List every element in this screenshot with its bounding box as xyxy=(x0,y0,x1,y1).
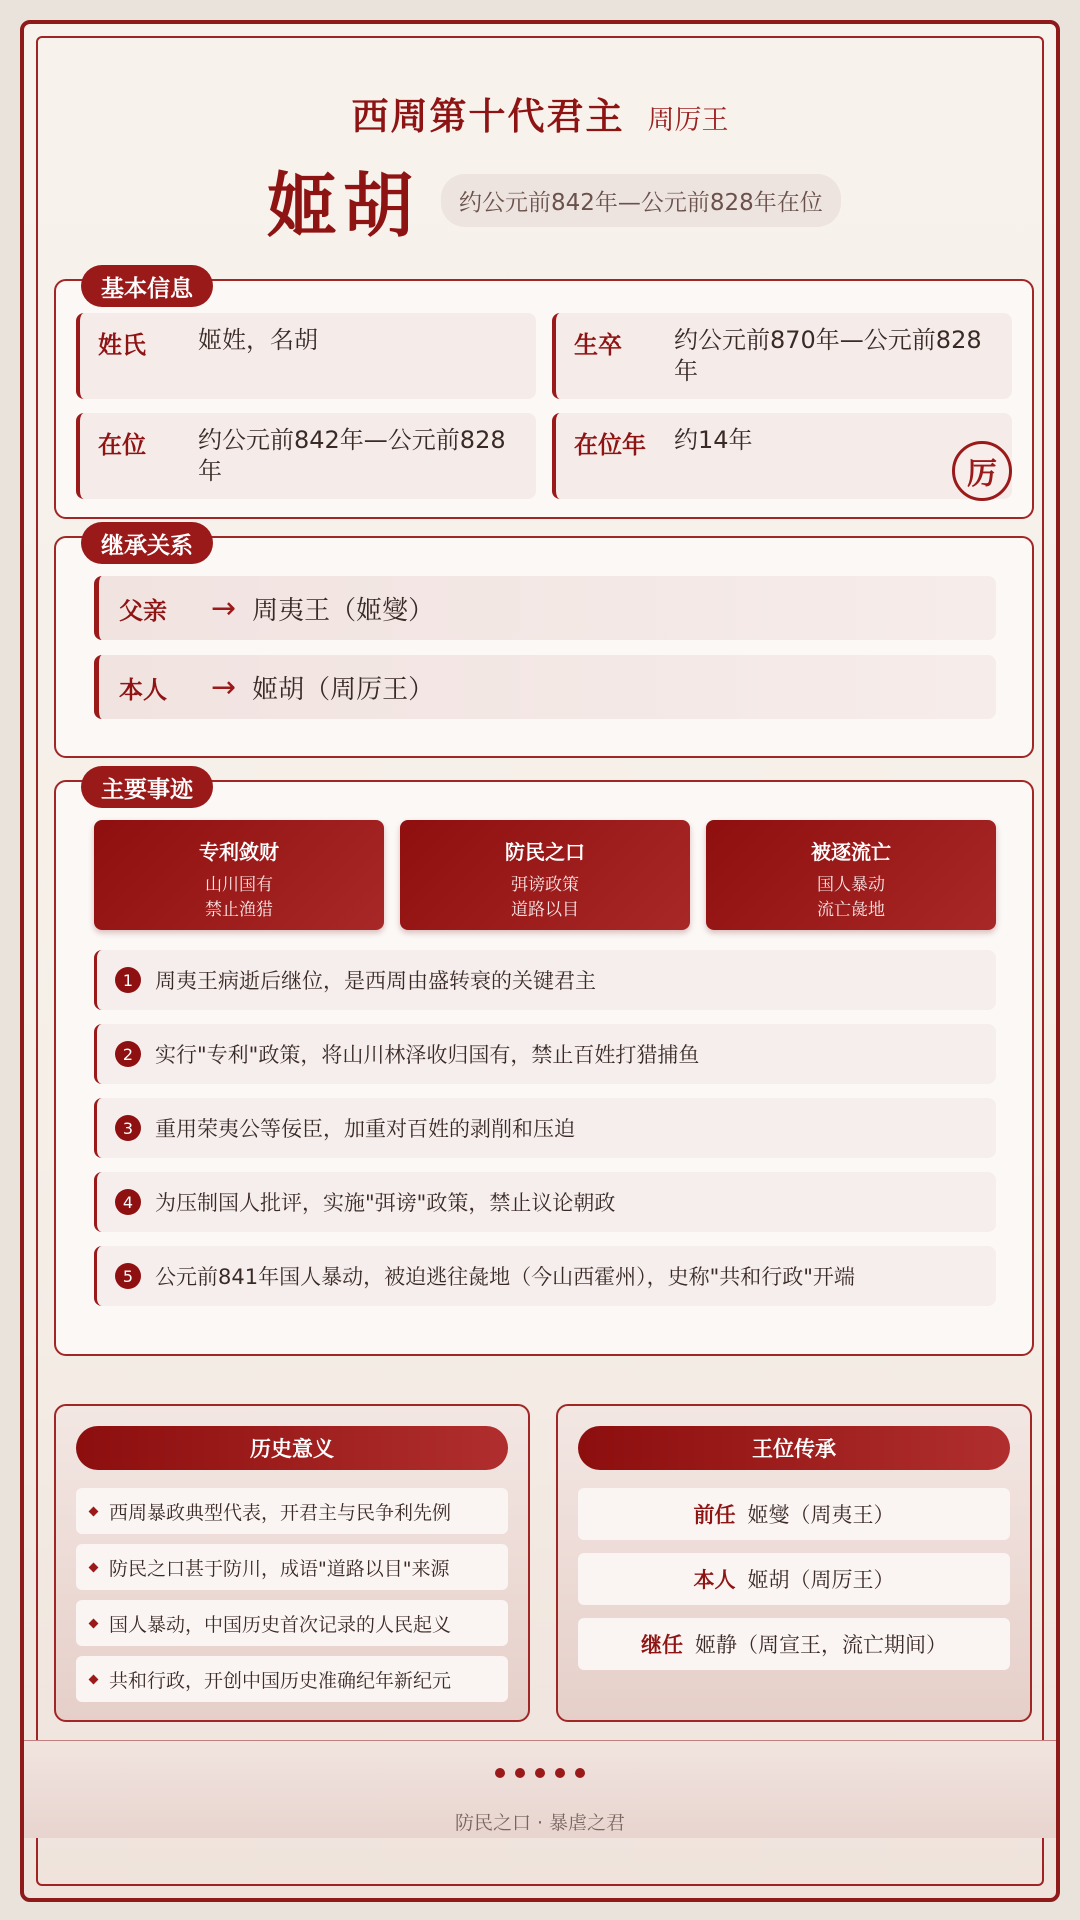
succession-key: 本人 xyxy=(119,675,167,704)
succession-value: 姬胡（周厉王） xyxy=(252,674,435,705)
info-cell-surname xyxy=(76,313,536,399)
info-value: 约14年 xyxy=(674,426,753,454)
significance-box xyxy=(54,1404,530,1722)
event-list-item xyxy=(94,1172,996,1232)
event-card xyxy=(94,820,384,930)
dot-icon xyxy=(515,1768,525,1778)
significance-item xyxy=(76,1656,508,1702)
dot-icon xyxy=(575,1768,585,1778)
event-list-item xyxy=(94,1098,996,1158)
significance-text: 国人暴动，中国历史首次记录的人民起义 xyxy=(109,1613,452,1636)
event-number-badge: 4 xyxy=(115,1189,141,1215)
events-section xyxy=(54,776,1034,1356)
event-number-badge: 3 xyxy=(115,1115,141,1141)
info-key: 姓氏 xyxy=(98,331,146,359)
succession-label: 继承关系 xyxy=(81,522,213,564)
header-title-row xyxy=(24,86,1056,140)
throne-key: 前任 xyxy=(693,1503,736,1527)
event-list-item xyxy=(94,950,996,1010)
diamond-bullet-icon xyxy=(89,1562,99,1572)
event-list-item xyxy=(94,1024,996,1084)
dot-icon xyxy=(555,1768,565,1778)
event-number-badge: 1 xyxy=(115,967,141,993)
throne-box xyxy=(556,1404,1032,1722)
page-card xyxy=(20,20,1060,1902)
event-card-title: 专利敛财 xyxy=(199,840,279,864)
throne-key: 本人 xyxy=(693,1568,736,1592)
diamond-bullet-icon xyxy=(89,1506,99,1516)
event-card-line: 禁止渔猎 xyxy=(205,899,273,920)
throne-item-successor xyxy=(578,1618,1010,1670)
page-subtitle: 周厉王 xyxy=(647,105,729,136)
succession-section xyxy=(54,532,1034,758)
info-key: 在位年 xyxy=(574,431,646,459)
arrow-right-icon: → xyxy=(211,669,237,705)
event-text: 公元前841年国人暴动，被迫逃往彘地（今山西霍州），史称"共和行政"开端 xyxy=(155,1265,855,1289)
throne-title: 王位传承 xyxy=(578,1426,1010,1470)
info-value: 约公元前842年—公元前828年 xyxy=(198,426,506,486)
event-card-title: 被逐流亡 xyxy=(811,840,891,864)
page-title: 西周第十代君主 xyxy=(351,95,625,138)
event-number-badge: 5 xyxy=(115,1263,141,1289)
info-cell-lifespan xyxy=(552,313,1012,399)
info-key: 在位 xyxy=(98,431,146,459)
significance-item xyxy=(76,1488,508,1534)
event-text: 周夷王病逝后继位，是西周由盛转衰的关键君主 xyxy=(155,969,596,993)
throne-item-predecessor xyxy=(578,1488,1010,1540)
succession-row-self xyxy=(94,655,996,719)
footer-text: 防民之口 · 暴虐之君 xyxy=(454,1812,626,1834)
significance-item xyxy=(76,1600,508,1646)
event-card-line: 国人暴动 xyxy=(817,875,885,895)
event-text: 重用荣夷公等佞臣，加重对百姓的剥削和压迫 xyxy=(155,1117,575,1141)
event-card-line: 道路以目 xyxy=(511,899,579,920)
dot-icon xyxy=(535,1768,545,1778)
event-number-badge: 2 xyxy=(115,1041,141,1067)
significance-text: 防民之口甚于防川，成语"道路以目"来源 xyxy=(109,1557,450,1580)
info-key: 生卒 xyxy=(574,331,622,359)
throne-item-self xyxy=(578,1553,1010,1605)
name-row xyxy=(267,150,841,251)
throne-value: 姬胡（周厉王） xyxy=(747,1568,895,1592)
event-text: 实行"专利"政策，将山川林泽收归国有，禁止百姓打猎捕鱼 xyxy=(155,1043,700,1067)
event-card xyxy=(400,820,690,930)
info-value: 约公元前870年—公元前828年 xyxy=(674,326,982,386)
event-text: 为压制国人批评，实施"弭谤"政策，禁止议论朝政 xyxy=(155,1191,616,1215)
seal-icon: 厉 xyxy=(952,441,1012,501)
throne-value: 姬燮（周夷王） xyxy=(747,1503,895,1527)
event-card-title: 防民之口 xyxy=(505,840,585,864)
ruler-name: 姬胡 xyxy=(267,165,419,247)
diamond-bullet-icon xyxy=(89,1618,99,1628)
throne-value: 姬静（周宣王，流亡期间） xyxy=(695,1633,947,1657)
footer-dots xyxy=(24,1768,1056,1778)
significance-text: 西周暴政典型代表，开君主与民争利先例 xyxy=(109,1501,452,1524)
significance-item xyxy=(76,1544,508,1590)
significance-title: 历史意义 xyxy=(76,1426,508,1470)
throne-key: 继任 xyxy=(641,1633,683,1657)
event-list-item xyxy=(94,1246,996,1306)
significance-text: 共和行政，开创中国历史准确纪年新纪元 xyxy=(109,1669,452,1692)
diamond-bullet-icon xyxy=(89,1674,99,1684)
basic-info-section xyxy=(54,275,1034,519)
event-card-line: 流亡彘地 xyxy=(817,899,885,920)
arrow-right-icon: → xyxy=(211,590,237,626)
event-card xyxy=(706,820,996,930)
event-card-line: 弭谤政策 xyxy=(511,875,579,895)
info-value: 姬姓，名胡 xyxy=(198,326,318,354)
succession-key: 父亲 xyxy=(119,596,167,625)
succession-row-father xyxy=(94,576,996,640)
succession-value: 周夷王（姬燮） xyxy=(252,595,435,626)
info-cell-reign-years xyxy=(552,413,1012,499)
basic-info-label: 基本信息 xyxy=(81,265,213,307)
events-label: 主要事迹 xyxy=(81,766,213,808)
dot-icon xyxy=(495,1768,505,1778)
reign-badge: 约公元前842年—公元前828年在位 xyxy=(441,174,841,227)
event-card-line: 山川国有 xyxy=(205,875,273,895)
info-cell-reign xyxy=(76,413,536,499)
